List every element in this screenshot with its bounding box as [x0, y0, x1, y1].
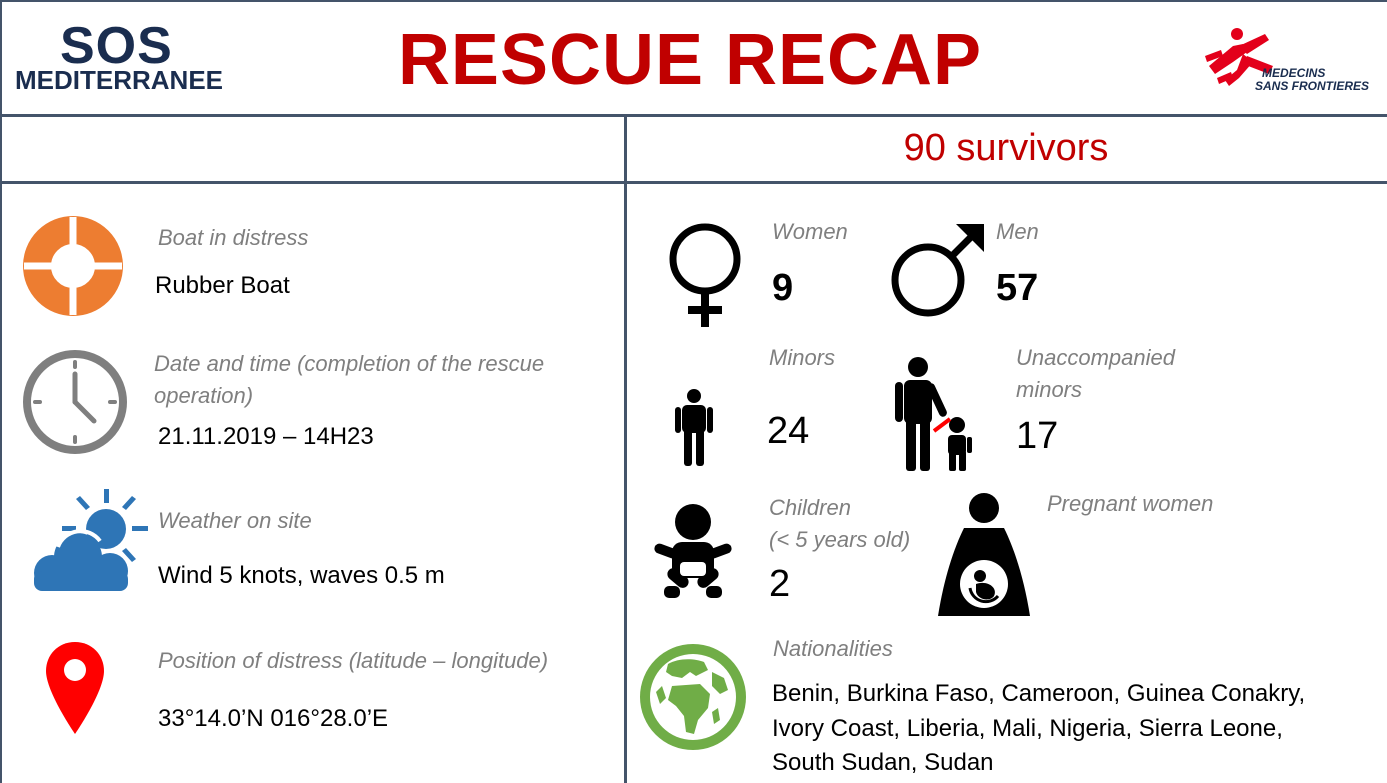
weather-value: Wind 5 knots, waves 0.5 m	[158, 562, 445, 589]
summary-divider	[0, 181, 1387, 184]
weather-icon	[28, 485, 150, 595]
boat-value: Rubber Boat	[155, 272, 290, 299]
unaccompanied-label-line2: minors	[1016, 377, 1083, 402]
women-value: 9	[772, 267, 794, 309]
location-pin-icon	[44, 640, 106, 736]
position-label: Position of distress (latitude – longitude)	[158, 648, 549, 673]
children-value: 2	[769, 563, 791, 605]
pregnant-woman-icon	[936, 492, 1032, 620]
children-label-line2: (< 5 years old)	[769, 527, 911, 552]
datetime-value: 21.11.2019 – 14H23	[158, 423, 374, 450]
nationalities-line3: South Sudan, Sudan	[772, 749, 994, 776]
page-title: RESCUE RECAP	[397, 20, 983, 100]
minor-person-icon	[674, 388, 714, 466]
nationalities-line2: Ivory Coast, Liberia, Mali, Nigeria, Sierra Leone,	[772, 715, 1283, 742]
position-value: 33°14.0’N 016°28.0’E	[158, 705, 389, 732]
datetime-label-line2: operation)	[154, 383, 254, 408]
children-label-line1: Children	[769, 495, 851, 520]
pregnant-label: Pregnant women	[1047, 491, 1214, 516]
sos-logo-bottom: MEDITERRANEE	[15, 65, 224, 95]
lifebuoy-icon	[22, 215, 124, 317]
clock-icon	[22, 349, 128, 455]
unaccompanied-value: 17	[1016, 415, 1059, 457]
msf-logo-line1: MEDECINS	[1262, 66, 1326, 80]
male-symbol-icon	[888, 222, 988, 322]
baby-icon	[652, 500, 734, 600]
sos-logo-top: SOS	[60, 17, 173, 75]
women-label: Women	[772, 219, 848, 244]
nationalities-line1: Benin, Burkina Faso, Cameroon, Guinea Conakry,	[772, 680, 1306, 707]
nationalities-label: Nationalities	[773, 636, 893, 661]
boat-label: Boat in distress	[158, 225, 309, 250]
datetime-label-line1: Date and time (completion of the rescue	[154, 351, 545, 376]
men-label: Men	[996, 219, 1039, 244]
globe-icon	[638, 642, 748, 752]
survivors-total: 90 survivors	[903, 127, 1109, 169]
header-divider	[0, 114, 1387, 117]
men-value: 57	[996, 267, 1039, 309]
minors-value: 24	[767, 410, 810, 452]
female-symbol-icon	[666, 222, 744, 330]
minors-label: Minors	[769, 345, 836, 370]
weather-label: Weather on site	[158, 508, 312, 533]
msf-logo-line2: SANS FRONTIERES	[1255, 79, 1370, 93]
adult-with-child-icon	[890, 355, 980, 473]
unaccompanied-label-line1: Unaccompanied	[1016, 345, 1175, 370]
column-divider	[624, 114, 627, 783]
